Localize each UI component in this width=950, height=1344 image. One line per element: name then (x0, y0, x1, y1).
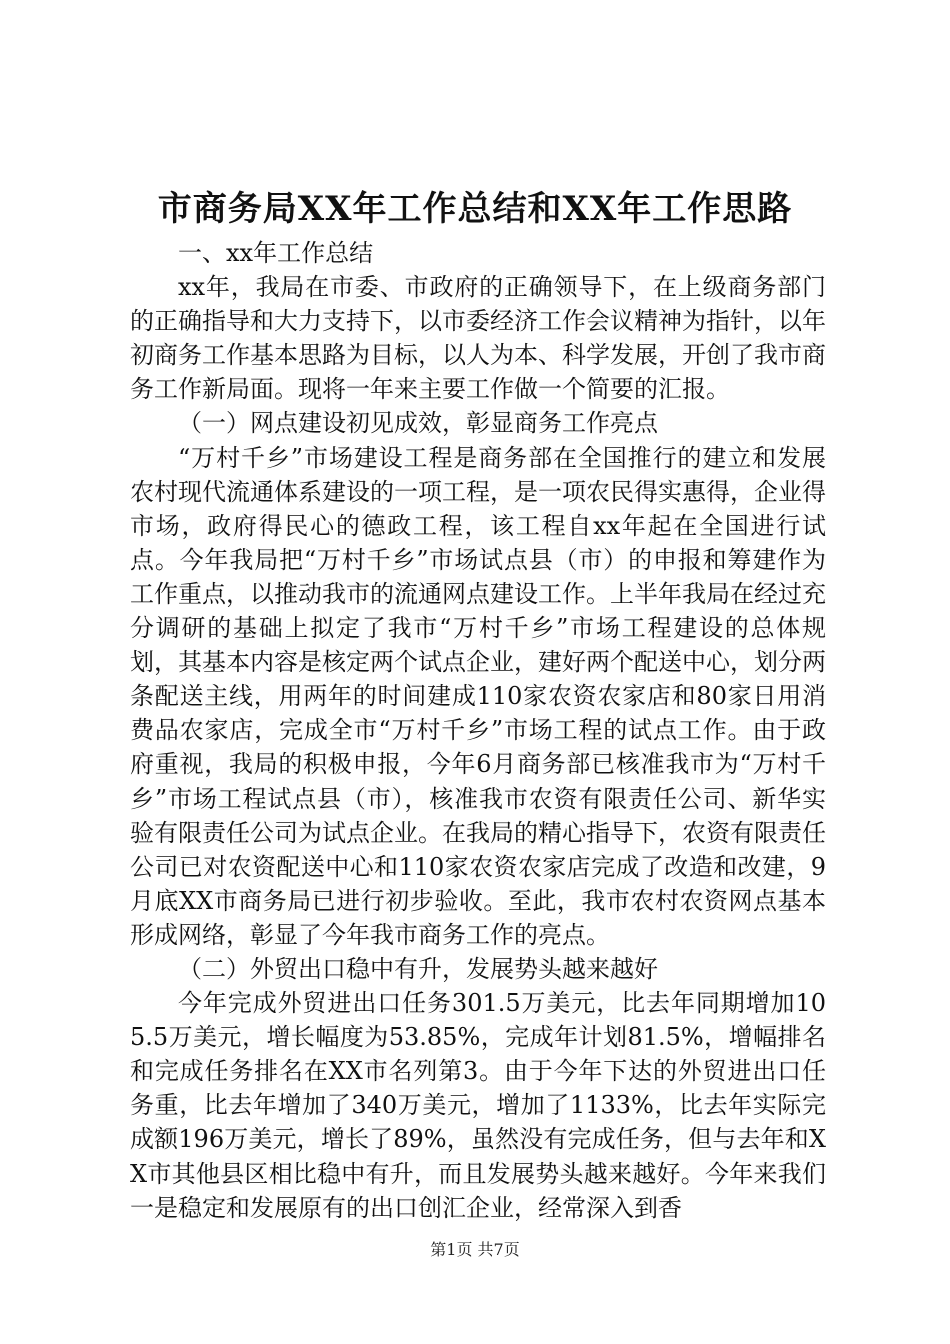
paragraph-trade: 今年完成外贸进出口任务301.5万美元，比去年同期增加105.5万美元，增长幅度为53.85%，完成年计划81.5%，增幅排名和完成任务排名在XX市名列第3。由于今年下达的外贸进出口任务重，比去年增加了340万美元，增加了1133%，比去年实际完成额196万美元，增长了89%，虽然没有完成任务，但与去年和XX市其他县区相比稳中有升，而且发展势头越来越好。今年来我们一是稳定和发展原有的出口创汇企业，经常深入到香 (130, 989, 826, 1222)
page-footer: 第1页 共7页 (430, 1240, 520, 1259)
paragraph-intro: xx年，我局在市委、市政府的正确领导下，在上级商务部门的正确指导和大力支持下，以市委经济工作会议精神为指针，以年初商务工作基本思路为目标，以人为本、科学发展，开创了我市商务工作新局面。现将一年来主要工作做一个简要的汇报。 (130, 273, 826, 404)
paragraph-network: “万村千乡”市场建设工程是商务部在全国推行的建立和发展农村现代流通体系建设的一项工程，是一项农民得实惠得，企业得市场，政府得民心的德政工程，该工程自xx年起在全国进行试点。今年我局把“万村千乡”市场试点县（市）的申报和筹建作为工作重点，以推动我市的流通网点建设工作。上半年我局在经过充分调研的基础上拟定了我市“万村千乡”市场工程建设的总体规划，其基本内容是核定两个试点企业，建好两个配送中心，划分两条配送主线，用两年的时间建成110家农资农家店和80家日用消费品农家店，完成全市“万村千乡”市场工程的试点工作。由于政府重视，我局的积极申报，今年6月商务部已核准我市为“万村千乡”市场工程试点县（市），核准我市农资有限责任公司、新华实验有限责任公司为试点企业。在我局的精心指导下，农资有限责任公司已对农资配送中心和110家农资农家店完成了改造和改建，9月底XX市商务局已进行初步验收。至此，我市农村农资网点基本形成网络，彰显了今年我市商务工作的亮点。 (130, 443, 826, 949)
document-title: 市商务局XX年工作总结和XX年工作思路 (157, 189, 793, 229)
section-heading-trade: （二）外贸出口稳中有升，发展势头越来越好 (178, 954, 658, 983)
document-body (130, 236, 826, 1225)
section-heading-summary: 一、xx年工作总结 (178, 239, 374, 267)
section-heading-network: （一）网点建设初见成效，彰显商务工作亮点 (178, 409, 658, 438)
